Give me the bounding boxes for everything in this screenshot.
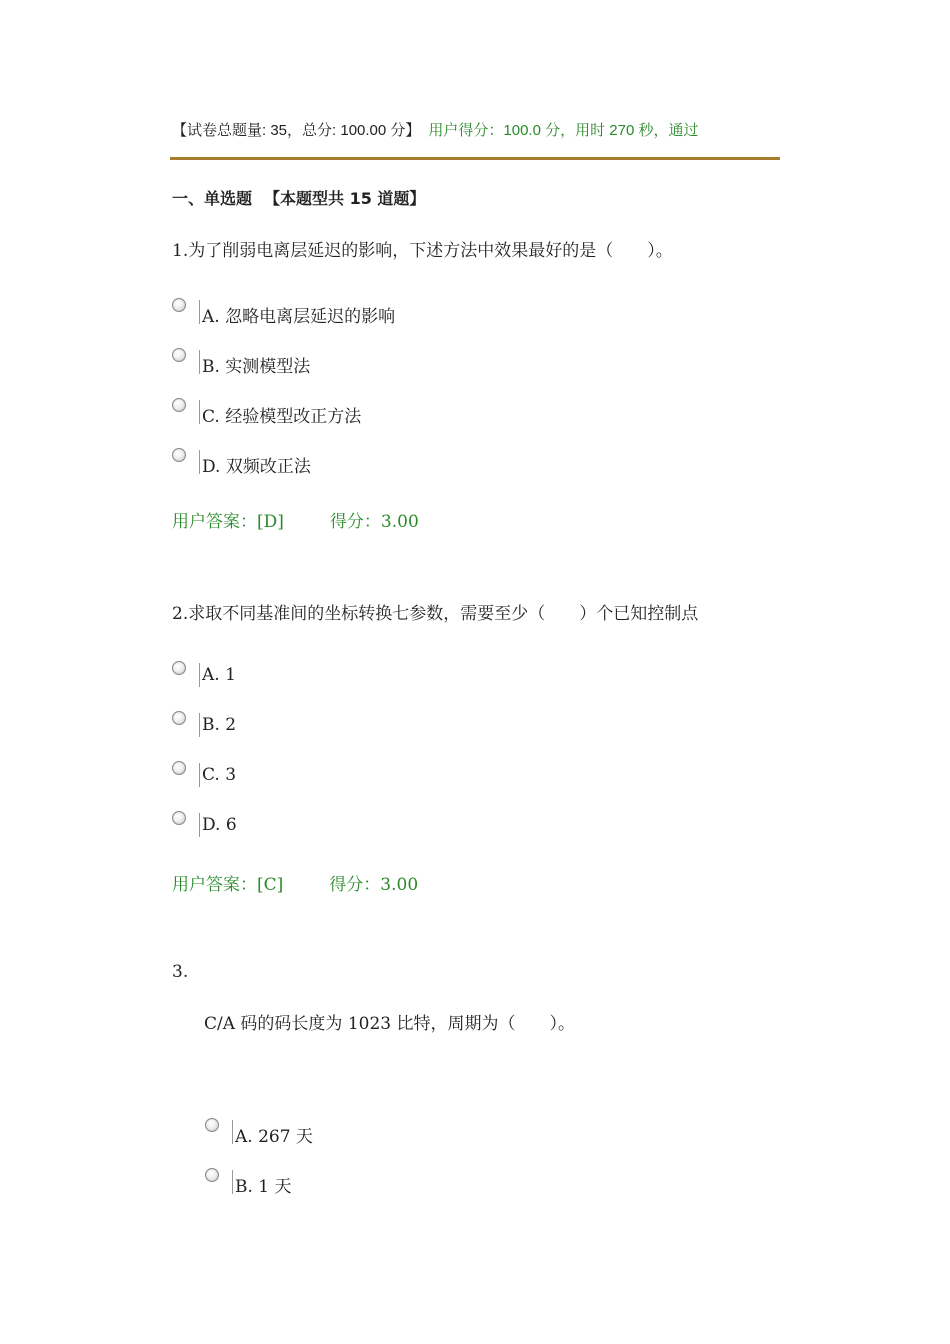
radio-button[interactable]	[172, 448, 186, 462]
section-name: 一、单选题	[172, 189, 253, 208]
text-caret	[232, 1120, 233, 1144]
question-2-text: 2.求取不同基准间的坐标转换七参数，需要至少（ ）个已知控制点	[172, 604, 699, 624]
radio-button[interactable]	[205, 1118, 219, 1132]
question-2-answer	[172, 870, 418, 895]
user-answer: 用户答案：[D]	[172, 512, 284, 532]
section-title	[172, 186, 425, 209]
radio-button[interactable]	[172, 661, 186, 675]
question-3-text: C/A 码的码长度为 1023 比特，周期为（ ）。	[204, 1014, 575, 1034]
option-label: B. 实测模型法	[202, 357, 311, 377]
option-label: D. 双频改正法	[202, 457, 311, 477]
option-label: D. 6	[202, 815, 237, 835]
option-label: B. 2	[202, 715, 237, 735]
question-3-number: 3.	[172, 962, 189, 982]
question-score: 得分：3.00	[329, 512, 419, 532]
text-caret	[232, 1170, 233, 1194]
radio-button[interactable]	[172, 811, 186, 825]
radio-button[interactable]	[172, 761, 186, 775]
header-divider	[170, 157, 780, 160]
exam-summary-header	[172, 119, 698, 140]
radio-button[interactable]	[172, 711, 186, 725]
text-caret	[199, 350, 200, 374]
text-caret	[199, 663, 200, 687]
radio-button[interactable]	[205, 1168, 219, 1182]
option-label: C. 3	[202, 765, 237, 785]
text-caret	[199, 763, 200, 787]
option-label: C. 经验模型改正方法	[202, 407, 362, 427]
question-score: 得分：3.00	[329, 875, 419, 895]
user-answer: 用户答案：[C]	[172, 875, 284, 895]
text-caret	[199, 713, 200, 737]
option-label: A. 267 天	[235, 1127, 313, 1147]
radio-button[interactable]	[172, 298, 186, 312]
text-caret	[199, 400, 200, 424]
question-1-answer	[172, 507, 419, 532]
option-label: B. 1 天	[235, 1177, 292, 1197]
text-caret	[199, 450, 200, 474]
exam-summary: 【试卷总题量: 35，总分: 100.00 分】	[172, 122, 421, 139]
text-caret	[199, 300, 200, 324]
option-label: A. 1	[202, 665, 236, 685]
text-caret	[199, 813, 200, 837]
section-question-count: 【本题型共 15 道题】	[264, 189, 426, 208]
question-1-text: 1.为了削弱电离层延迟的影响，下述方法中效果最好的是（ ）。	[172, 241, 673, 261]
option-label: A. 忽略电离层延迟的影响	[202, 307, 396, 327]
radio-button[interactable]	[172, 398, 186, 412]
radio-button[interactable]	[172, 348, 186, 362]
user-score-result: 用户得分：100.0 分，用时 270 秒，通过	[428, 122, 699, 139]
